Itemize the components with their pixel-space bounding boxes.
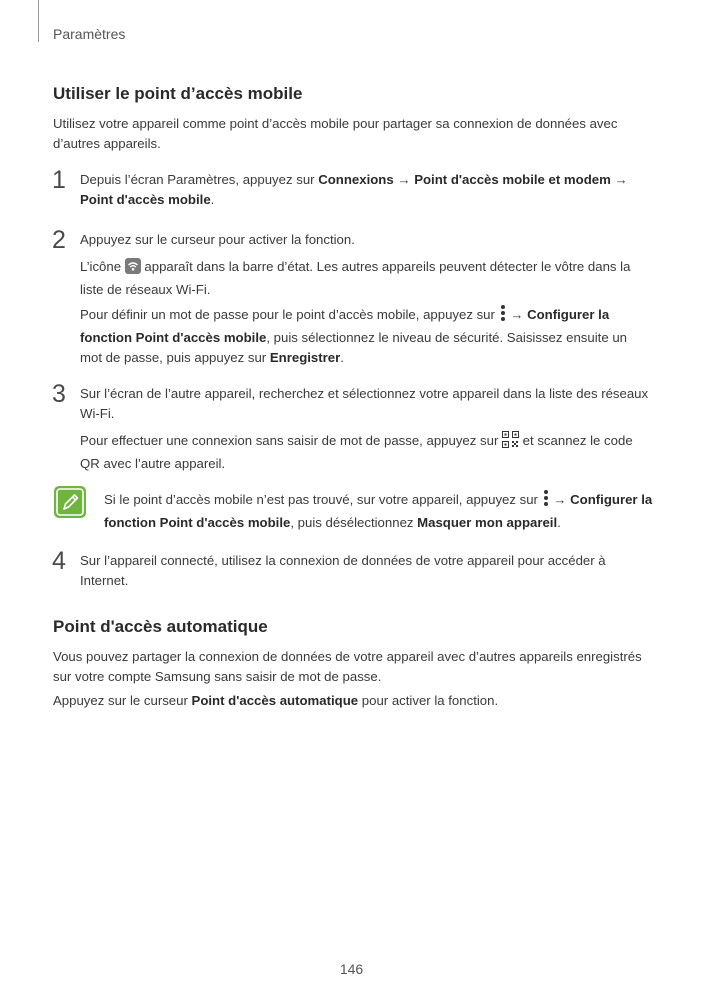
intro-paragraph: Utilisez votre appareil comme point d’accès mobile pour partager sa connexion de données avec d’autres appareils. — [53, 116, 618, 151]
step-1-text: Depuis l’écran Paramètres, appuyez sur Connexions → Point d'accès mobile et modem → Point d'accès mobile. — [80, 172, 628, 207]
step-2-text: Appuyez sur le curseur pour activer la fonction. — [80, 232, 355, 247]
step-number-2: 2 — [52, 226, 66, 254]
step-number-3: 3 — [52, 380, 66, 408]
auto-hotspot-paragraph: Vous pouvez partager la connexion de données de votre appareil avec d’autres appareils enregistrés sur votre compte Samsung sans saisir de mot de passe. — [53, 649, 642, 684]
step-4-text: Sur l’appareil connecté, utilisez la connexion de données de votre appareil pour accéder à Internet. — [80, 553, 606, 588]
more-options-icon — [542, 489, 550, 513]
note-pencil-icon — [54, 486, 86, 518]
auto-hotspot-instruction: Appuyez sur le curseur Point d'accès automatique pour activer la fonction. — [53, 693, 499, 708]
step-3-qr-text: Pour effectuer une connexion sans saisir de mot de passe, appuyez sur et scannez le code QR avec l’autre appareil. — [80, 433, 633, 471]
section-title: Paramètres — [53, 26, 126, 42]
heading-mobile-hotspot: Utiliser le point d’accès mobile — [53, 84, 303, 103]
step-3-text: Sur l’écran de l’autre appareil, recherchez et sélectionnez votre appareil dans la liste des réseaux Wi-Fi. — [80, 386, 649, 421]
page-number: 146 — [339, 961, 364, 977]
note-text: Si le point d’accès mobile n’est pas trouvé, sur votre appareil, appuyez sur → Configurer la fonction Point d'accès mobile, puis désélectionnez Masquer mon appareil. — [104, 489, 654, 533]
more-options-icon — [499, 304, 507, 328]
heading-auto-hotspot: Point d'accès automatique — [53, 617, 268, 636]
hotspot-status-icon — [125, 258, 141, 280]
header-divider — [38, 0, 39, 42]
step-2-password-text: Pour définir un mot de passe pour le point d’accès mobile, appuyez sur → Configurer la fonction Point d'accès mobile, puis sélectionnez le niveau de sécurité. Saisissez ensuite un mot de passe, puis appuyez sur Enregistrer. — [80, 304, 652, 368]
step-number-4: 4 — [52, 547, 66, 575]
step-2-status-icon-text: L’icône apparaît dans la barre d’état. Les autres appareils peuvent détecter le vôtre dans la liste de réseaux Wi-Fi. — [80, 259, 631, 297]
qr-code-icon — [502, 431, 519, 454]
step-number-1: 1 — [52, 166, 66, 194]
